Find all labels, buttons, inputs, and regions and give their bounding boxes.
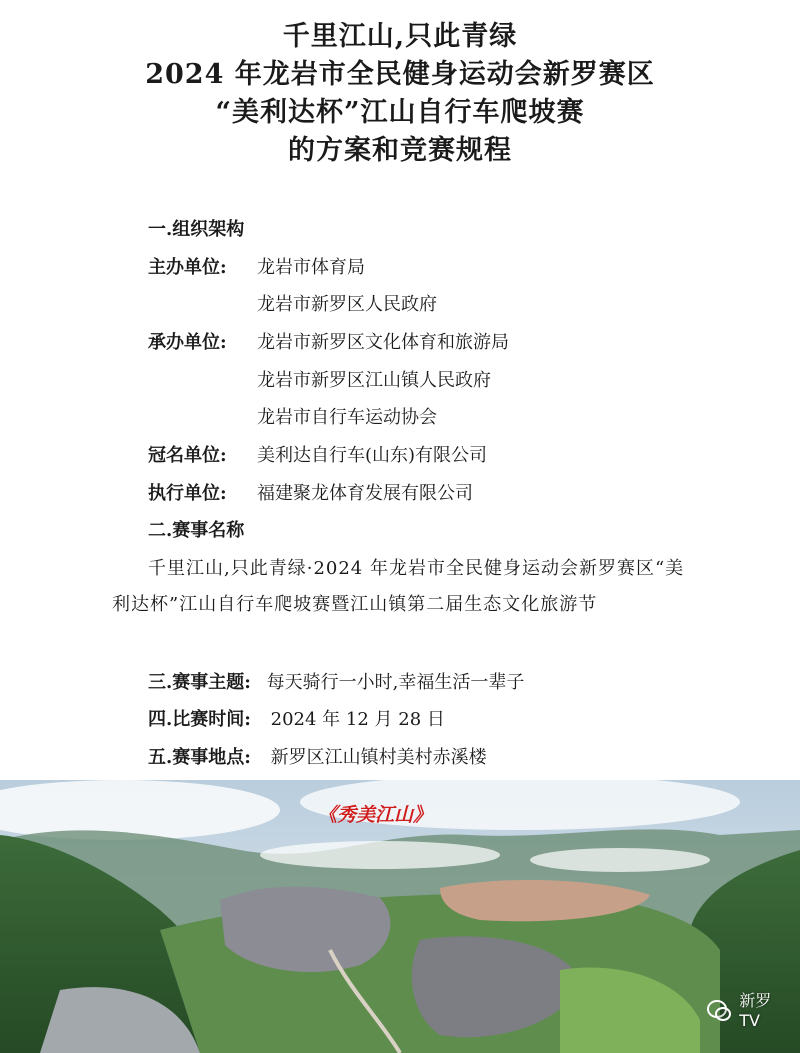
wechat-watermark <box>707 991 787 1030</box>
organizer-item-2: 龙岩市新罗区江山镇人民政府 <box>257 370 491 391</box>
venue-value: 新罗区江山镇村美村赤溪楼 <box>270 747 487 768</box>
executor-label: 执行单位: <box>148 483 227 504</box>
sponsor-label: 冠名单位: <box>148 445 227 466</box>
section5-row <box>148 745 487 771</box>
section2-body: 千里江山,只此青绿·2024 年龙岩市全民健身运动会新罗赛区“美利达杯”江山自行车爬坡赛暨江山镇第二届生态文化旅游节 <box>112 558 685 615</box>
section3-row <box>148 670 524 696</box>
organizer-item-3: 龙岩市自行车运动协会 <box>257 407 437 428</box>
host-item-1: 龙岩市体育局 <box>257 257 365 278</box>
host-item-2: 龙岩市新罗区人民政府 <box>257 294 437 315</box>
section4-row <box>148 707 445 733</box>
organizer-item-1: 龙岩市新罗区文化体育和旅游局 <box>257 332 509 353</box>
theme-value: 每天骑行一小时,幸福生活一辈子 <box>266 672 525 693</box>
watermark-text: 新罗TV <box>739 991 772 1030</box>
title-line-3: “美利达杯”江山自行车爬坡赛 <box>215 97 585 128</box>
title-line-1: 千里江山,只此青绿 <box>282 21 518 52</box>
time-value: 2024 年 12 月 28 日 <box>270 709 445 730</box>
organizer-label: 承办单位: <box>148 332 227 353</box>
time-label: 四.比赛时间: <box>148 709 251 730</box>
title-line-4: 的方案和竞赛规程 <box>288 135 512 166</box>
section2-heading: 二.赛事名称 <box>148 520 245 541</box>
photo-caption: 《秀美江山》 <box>318 804 433 826</box>
title-line-2: 2024 年龙岩市全民健身运动会新罗赛区 <box>145 59 655 90</box>
wechat-icon <box>707 1000 727 1018</box>
executor-value: 福建聚龙体育发展有限公司 <box>257 483 473 504</box>
theme-label: 三.赛事主题: <box>148 672 251 693</box>
section1-heading: 一.组织架构 <box>148 219 245 240</box>
host-label: 主办单位: <box>148 257 227 278</box>
sponsor-value: 美利达自行车(山东)有限公司 <box>257 445 488 466</box>
venue-label: 五.赛事地点: <box>148 747 251 768</box>
